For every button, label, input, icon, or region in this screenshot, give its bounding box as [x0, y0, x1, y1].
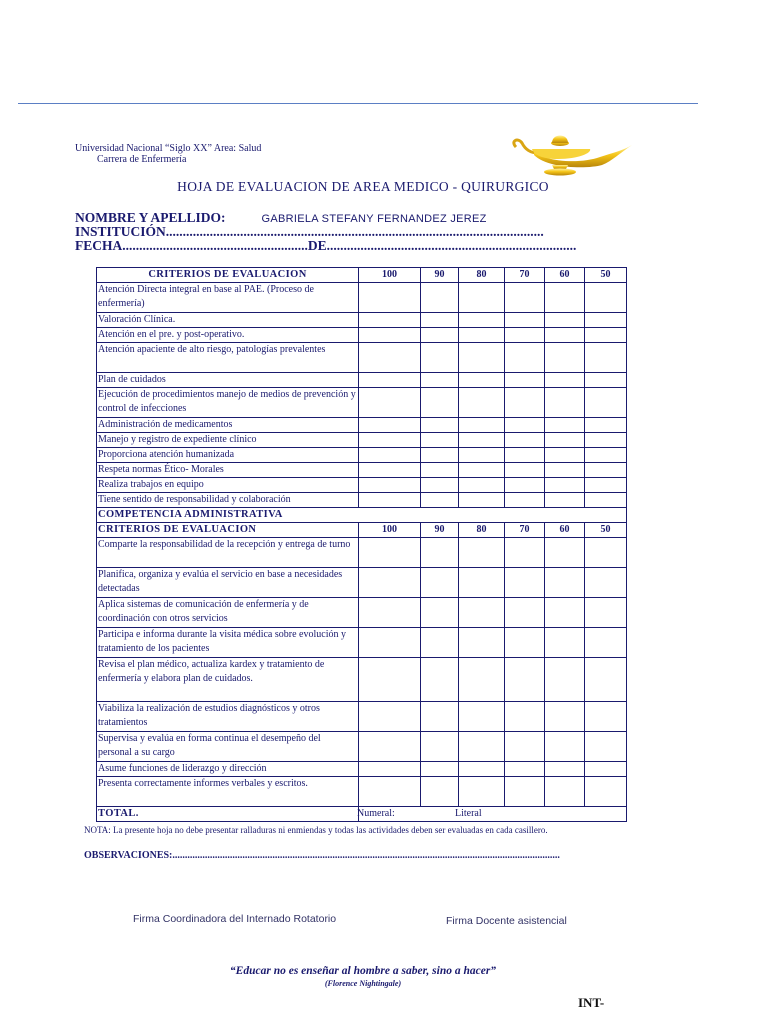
score-cell[interactable] [421, 658, 459, 702]
criteria-row [97, 328, 627, 343]
score-cell[interactable] [505, 418, 545, 433]
criteria-label: Planifica, organiza y evalúa el servicio en base a necesidades detectadas [97, 568, 359, 598]
score-cell[interactable] [585, 762, 627, 777]
quote: “Educar no es enseñar al hombre a saber, sino a hacer” [229, 965, 497, 977]
score-cell[interactable] [585, 313, 627, 328]
score-cell[interactable] [421, 328, 459, 343]
score-cell[interactable] [421, 448, 459, 463]
score-cell[interactable] [359, 658, 421, 702]
score-cell[interactable] [359, 463, 421, 478]
score-cell[interactable] [459, 388, 505, 418]
score-cell[interactable] [545, 598, 585, 628]
date-row [75, 238, 590, 254]
score-cell[interactable] [505, 388, 545, 418]
score-cell[interactable] [585, 463, 627, 478]
score-cell[interactable] [585, 328, 627, 343]
score-header: 80 [459, 523, 505, 538]
score-cell[interactable] [545, 762, 585, 777]
score-cell[interactable] [545, 702, 585, 732]
score-cell[interactable] [585, 658, 627, 702]
score-cell[interactable] [505, 448, 545, 463]
score-cell[interactable] [505, 538, 545, 568]
score-cell[interactable] [545, 628, 585, 658]
criteria-row [97, 538, 627, 568]
score-cell[interactable] [585, 283, 627, 313]
score-cell[interactable] [545, 448, 585, 463]
score-cell[interactable] [459, 732, 505, 762]
score-cell[interactable] [459, 658, 505, 702]
score-cell[interactable] [421, 493, 459, 508]
score-cell[interactable] [585, 598, 627, 628]
score-cell[interactable] [545, 388, 585, 418]
score-header: 100 [359, 523, 421, 538]
criteria-label: Participa e informa durante la visita médica sobre evolución y tratamiento de los pacientes [97, 628, 359, 658]
score-cell[interactable] [505, 493, 545, 508]
score-cell[interactable] [505, 313, 545, 328]
de-dots: .......................................................................... [326, 238, 577, 253]
document-code: INT- [578, 995, 605, 1010]
score-cell[interactable] [585, 568, 627, 598]
score-cell[interactable] [459, 343, 505, 373]
score-cell[interactable] [459, 538, 505, 568]
score-cell[interactable] [505, 702, 545, 732]
score-cell[interactable] [459, 418, 505, 433]
criteria-row [97, 313, 627, 328]
score-cell[interactable] [459, 313, 505, 328]
score-header: 100 [359, 268, 421, 283]
criteria-row [97, 658, 627, 702]
criteria-label: Tiene sentido de responsabilidad y colaboración [97, 493, 359, 508]
criteria-label: Aplica sistemas de comunicación de enfermería y de coordinación con otros servicios [97, 598, 359, 628]
criteria-label: Administración de medicamentos [97, 418, 359, 433]
score-cell[interactable] [421, 702, 459, 732]
score-cell[interactable] [359, 283, 421, 313]
score-cell[interactable] [505, 732, 545, 762]
criteria-label: Proporciona atención humanizada [97, 448, 359, 463]
evaluation-table [96, 267, 627, 822]
score-cell[interactable] [585, 418, 627, 433]
score-cell[interactable] [545, 568, 585, 598]
literal-label: Literal [455, 808, 482, 819]
criteria-label: Viabiliza la realización de estudios diagnósticos y otros tratamientos [97, 702, 359, 732]
score-cell[interactable] [505, 478, 545, 493]
score-cell[interactable] [505, 598, 545, 628]
criteria-row [97, 448, 627, 463]
institution-header [75, 143, 261, 165]
score-cell[interactable] [421, 283, 459, 313]
score-cell[interactable] [505, 777, 545, 807]
criteria-row [97, 343, 627, 373]
score-header: 90 [421, 268, 459, 283]
score-cell[interactable] [421, 343, 459, 373]
criteria-label: Atención Directa integral en base al PAE. (Proceso de enfermería) [97, 283, 359, 313]
score-header: 90 [421, 523, 459, 538]
score-cell[interactable] [585, 732, 627, 762]
score-header: 70 [505, 268, 545, 283]
score-cell[interactable] [359, 598, 421, 628]
score-cell[interactable] [585, 628, 627, 658]
score-header: 60 [545, 268, 585, 283]
admin-table-body [97, 508, 627, 807]
criteria-row [97, 373, 627, 388]
score-cell[interactable] [421, 762, 459, 777]
criteria-label: Revisa el plan médico, actualiza kardex y tratamiento de enfermería y elabora plan de cuidados. [97, 658, 359, 702]
score-cell[interactable] [459, 598, 505, 628]
score-cell[interactable] [421, 373, 459, 388]
score-cell[interactable] [359, 313, 421, 328]
career-name: Carrera de Enfermería [97, 154, 187, 165]
criteria-header: CRITERIOS DE EVALUACION [97, 268, 359, 283]
lamp-icon [508, 131, 634, 177]
score-cell[interactable] [421, 418, 459, 433]
score-cell[interactable] [459, 328, 505, 343]
criteria-row [97, 732, 627, 762]
score-cell[interactable] [585, 478, 627, 493]
score-cell[interactable] [421, 628, 459, 658]
score-cell[interactable] [421, 568, 459, 598]
score-cell[interactable] [459, 568, 505, 598]
score-cell[interactable] [585, 343, 627, 373]
score-cell[interactable] [359, 702, 421, 732]
coordinator-signature: Firma Coordinadora del Internado Rotatorio [133, 913, 337, 925]
score-cell[interactable] [545, 463, 585, 478]
criteria-label: Realiza trabajos en equipo [97, 478, 359, 493]
score-cell[interactable] [359, 478, 421, 493]
criteria-row [97, 568, 627, 598]
score-cell[interactable] [421, 478, 459, 493]
score-cell[interactable] [459, 283, 505, 313]
score-cell[interactable] [459, 478, 505, 493]
score-cell[interactable] [359, 493, 421, 508]
criteria-label: Respeta normas Ético- Morales [97, 463, 359, 478]
score-cell[interactable] [421, 463, 459, 478]
score-cell[interactable] [505, 658, 545, 702]
score-cell[interactable] [421, 433, 459, 448]
institution-dots: ................................................................................................................ [165, 224, 544, 239]
score-cell[interactable] [359, 762, 421, 777]
date-label: FECHA [75, 238, 123, 253]
criteria-table-body [97, 268, 627, 508]
score-cell[interactable] [545, 538, 585, 568]
criteria-label: Asume funciones de liderazgo y dirección [97, 762, 359, 777]
total-values [359, 807, 627, 822]
score-cell[interactable] [359, 732, 421, 762]
score-cell[interactable] [585, 777, 627, 807]
score-cell[interactable] [505, 568, 545, 598]
quote-author: (Florence Nightingale) [324, 979, 402, 988]
score-cell[interactable] [505, 628, 545, 658]
criteria-row [97, 463, 627, 478]
score-cell[interactable] [359, 418, 421, 433]
institution-label: INSTITUCIÓN [75, 224, 166, 239]
score-cell[interactable] [545, 313, 585, 328]
section-title-row [97, 508, 627, 523]
score-cell[interactable] [359, 628, 421, 658]
score-cell[interactable] [459, 373, 505, 388]
criteria-header: CRITERIOS DE EVALUACION [97, 523, 359, 538]
criteria-row [97, 478, 627, 493]
score-cell[interactable] [359, 388, 421, 418]
score-cell[interactable] [421, 598, 459, 628]
score-cell[interactable] [585, 702, 627, 732]
score-cell[interactable] [359, 328, 421, 343]
score-cell[interactable] [459, 762, 505, 777]
score-cell[interactable] [421, 313, 459, 328]
criteria-header-row [97, 523, 627, 538]
score-cell[interactable] [585, 433, 627, 448]
score-cell[interactable] [459, 433, 505, 448]
criteria-row [97, 628, 627, 658]
observations-row [84, 850, 560, 861]
score-cell[interactable] [545, 478, 585, 493]
criteria-header-row [97, 268, 627, 283]
score-cell[interactable] [505, 463, 545, 478]
criteria-label: Supervisa y evalúa en forma continua el desempeño del personal a su cargo [97, 732, 359, 762]
score-cell[interactable] [585, 373, 627, 388]
criteria-row [97, 762, 627, 777]
score-cell[interactable] [359, 777, 421, 807]
criteria-row [97, 418, 627, 433]
score-cell[interactable] [505, 373, 545, 388]
date-dots: ....................................................... [122, 238, 308, 253]
de-label: DE [307, 238, 327, 253]
note: NOTA: La presente hoja no debe presentar ralladuras ni enmiendas y todas las actividades deben ser evaluadas en cada casillero. [84, 825, 548, 835]
criteria-label: Presenta correctamente informes verbales y escritos. [97, 777, 359, 807]
score-cell[interactable] [545, 418, 585, 433]
score-cell[interactable] [421, 388, 459, 418]
score-cell[interactable] [459, 777, 505, 807]
criteria-row [97, 433, 627, 448]
criteria-row [97, 777, 627, 807]
teacher-signature: Firma Docente asistencial [446, 915, 567, 927]
numeral-label: Numeral: [357, 808, 395, 819]
score-cell[interactable] [421, 538, 459, 568]
criteria-row [97, 283, 627, 313]
score-cell[interactable] [359, 373, 421, 388]
criteria-label: Ejecución de procedimientos manejo de medios de prevención y control de infecciones [97, 388, 359, 418]
score-header: 70 [505, 523, 545, 538]
score-cell[interactable] [459, 493, 505, 508]
observations-label: OBSERVACIONES: [84, 850, 173, 861]
total-row [97, 807, 627, 822]
observations-dots: ........................................................................................................................................................... [172, 850, 560, 861]
section-title: COMPETENCIA ADMINISTRATIVA [97, 508, 627, 523]
score-cell[interactable] [545, 433, 585, 448]
criteria-row [97, 702, 627, 732]
name-value: GABRIELA STEFANY FERNANDEZ JEREZ [261, 213, 487, 225]
total-label: TOTAL. [97, 807, 359, 822]
score-cell[interactable] [585, 388, 627, 418]
criteria-row [97, 493, 627, 508]
score-cell[interactable] [359, 433, 421, 448]
criteria-row [97, 598, 627, 628]
score-cell[interactable] [459, 702, 505, 732]
score-cell[interactable] [359, 448, 421, 463]
score-cell[interactable] [359, 343, 421, 373]
score-cell[interactable] [359, 568, 421, 598]
score-cell[interactable] [459, 448, 505, 463]
score-header: 80 [459, 268, 505, 283]
score-cell[interactable] [459, 463, 505, 478]
criteria-label: Atención apaciente de alto riesgo, patologías prevalentes [97, 343, 359, 373]
score-cell[interactable] [545, 658, 585, 702]
score-cell[interactable] [545, 732, 585, 762]
score-header: 50 [585, 268, 627, 283]
score-cell[interactable] [545, 493, 585, 508]
score-cell[interactable] [459, 628, 505, 658]
score-cell[interactable] [585, 493, 627, 508]
university-name: Universidad Nacional “Siglo XX” Area: Salud [75, 143, 262, 154]
score-cell[interactable] [545, 343, 585, 373]
score-cell[interactable] [421, 732, 459, 762]
score-cell[interactable] [421, 777, 459, 807]
total-table-body [97, 807, 627, 822]
name-label: NOMBRE Y APELLIDO: [75, 210, 226, 225]
criteria-label: Atención en el pre. y post-operativo. [97, 328, 359, 343]
score-cell[interactable] [545, 373, 585, 388]
score-cell[interactable] [359, 538, 421, 568]
score-header: 50 [585, 523, 627, 538]
criteria-label: Manejo y registro de expediente clínico [97, 433, 359, 448]
score-cell[interactable] [505, 762, 545, 777]
score-cell[interactable] [545, 283, 585, 313]
score-cell[interactable] [505, 328, 545, 343]
score-cell[interactable] [505, 343, 545, 373]
criteria-row [97, 388, 627, 418]
score-cell[interactable] [585, 448, 627, 463]
score-header: 60 [545, 523, 585, 538]
score-cell[interactable] [505, 283, 545, 313]
top-divider [18, 103, 698, 104]
criteria-label: Comparte la responsabilidad de la recepción y entrega de turno [97, 538, 359, 568]
document-title: HOJA DE EVALUACION DE AREA MEDICO - QUIRURGICO [177, 179, 549, 194]
score-cell[interactable] [545, 328, 585, 343]
score-cell[interactable] [505, 433, 545, 448]
score-cell[interactable] [585, 538, 627, 568]
criteria-label: Plan de cuidados [97, 373, 359, 388]
score-cell[interactable] [545, 777, 585, 807]
criteria-label: Valoración Clínica. [97, 313, 359, 328]
